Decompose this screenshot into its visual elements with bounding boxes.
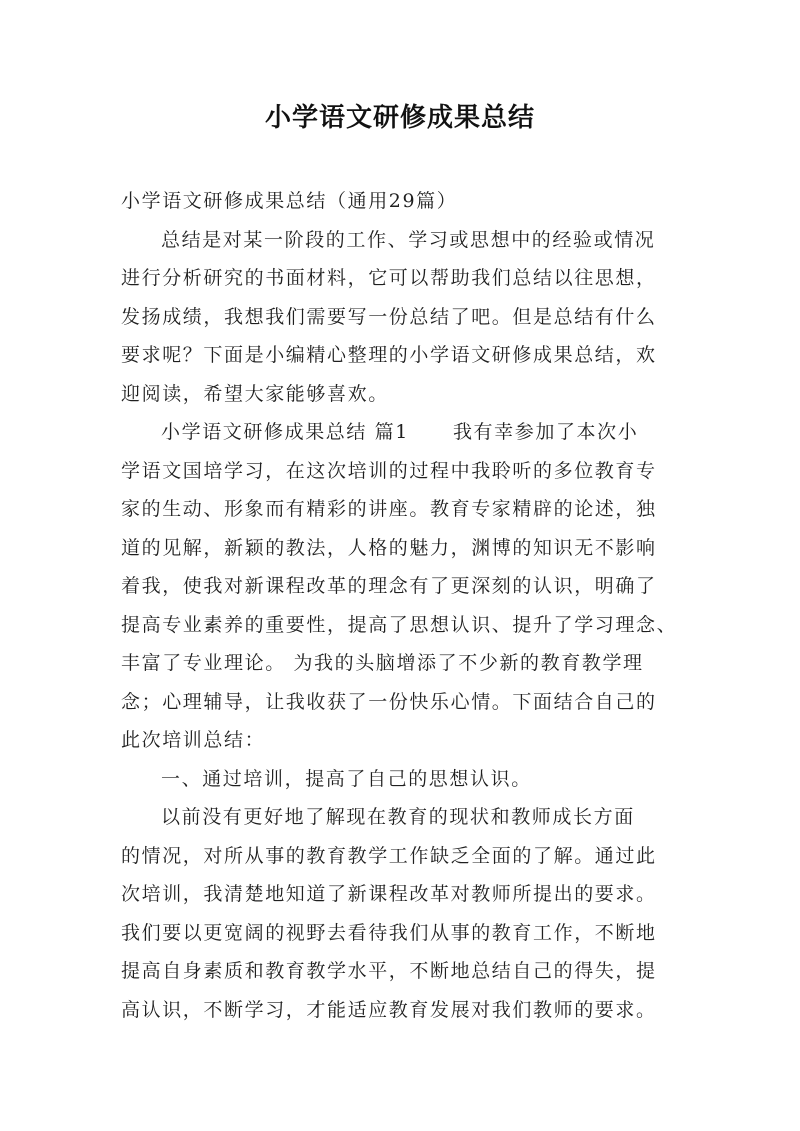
text-line-content: 的情况，对所从事的教育教学工作缺乏全面的了解。通过此: [121, 844, 657, 867]
text-line-content: 以前没有更好地了解现在教育的现状和教师成长方面: [161, 806, 635, 828]
text-line: [121, 683, 689, 722]
text-line-content: 高认识，不断学习，才能适应教育发展对我们教师的要求。: [121, 998, 657, 1021]
document-body: [121, 182, 689, 1029]
text-line-content: 迎阅读，希望大家能够喜欢。: [121, 382, 389, 405]
text-line: [121, 644, 689, 683]
text-line-content: 提高专业素养的重要性，提高了思想认识、提升了学习理念、: [121, 613, 678, 636]
text-line-content: 小学语文研修成果总结（通用29篇）: [121, 190, 458, 212]
text-line-content: 家的生动、形象而有精彩的讲座。教育专家精辟的论述，独: [121, 498, 657, 520]
text-line: [121, 529, 689, 568]
text-line-content: 小学语文研修成果总结 篇1: [161, 421, 409, 443]
text-line-content: 学语文国培学习，在这次培训的过程中我聆听的多位教育专: [121, 459, 657, 482]
text-line: [121, 567, 689, 606]
text-line: [121, 760, 689, 799]
text-line: [121, 413, 689, 452]
text-line: [121, 490, 689, 529]
text-line: [121, 914, 689, 953]
text-line: [121, 182, 689, 221]
document-title: 小学语文研修成果总结: [264, 103, 535, 133]
text-line: [121, 606, 689, 645]
text-line: [121, 798, 689, 837]
text-line-content: 发扬成绩，我想我们需要写一份总结了吧。但是总结有什么: [121, 305, 657, 328]
text-line-content: 提高自身素质和教育教学水平，不断地总结自己的得失，提: [121, 960, 657, 982]
text-line-content: 此次培训总结：: [121, 729, 266, 751]
text-line: [121, 259, 689, 298]
text-line: [121, 221, 689, 260]
text-line-content: 一、通过培训，提高了自己的思想认识。: [161, 767, 532, 790]
text-line-content: 要求呢？下面是小编精心整理的小学语文研修成果总结，欢: [121, 344, 657, 366]
text-line: [121, 952, 689, 991]
text-line: [121, 298, 689, 337]
text-line: [121, 875, 689, 914]
text-line: [121, 452, 689, 491]
text-line-content: 念；心理辅导，让我收获了一份快乐心情。下面结合自己的: [121, 690, 657, 713]
text-line-content: 着我，使我对新课程改革的理念有了更深刻的认识，明确了: [121, 575, 657, 597]
text-line-content: 道的见解，新颖的教法，人格的魅力，渊博的知识无不影响: [121, 536, 657, 559]
text-line: [121, 721, 689, 760]
text-line: [121, 375, 689, 414]
text-line-content: 我们要以更宽阔的视野去看待我们从事的教育工作，不断地: [121, 921, 657, 944]
text-line-content: 总结是对某一阶段的工作、学习或思想中的经验或情况: [161, 228, 656, 251]
text-line: [121, 336, 689, 375]
text-line-content: 丰富了专业理论。 为我的头脑增添了不少新的教育教学理: [121, 652, 644, 674]
text-line-content: 次培训，我清楚地知道了新课程改革对教师所提出的要求。: [121, 883, 657, 905]
text-line-continuation: 我有幸参加了本次小: [452, 421, 639, 443]
text-line-content: 进行分析研究的书面材料，它可以帮助我们总结以往思想，: [121, 267, 657, 289]
text-line: [121, 837, 689, 876]
text-line: [121, 991, 689, 1030]
